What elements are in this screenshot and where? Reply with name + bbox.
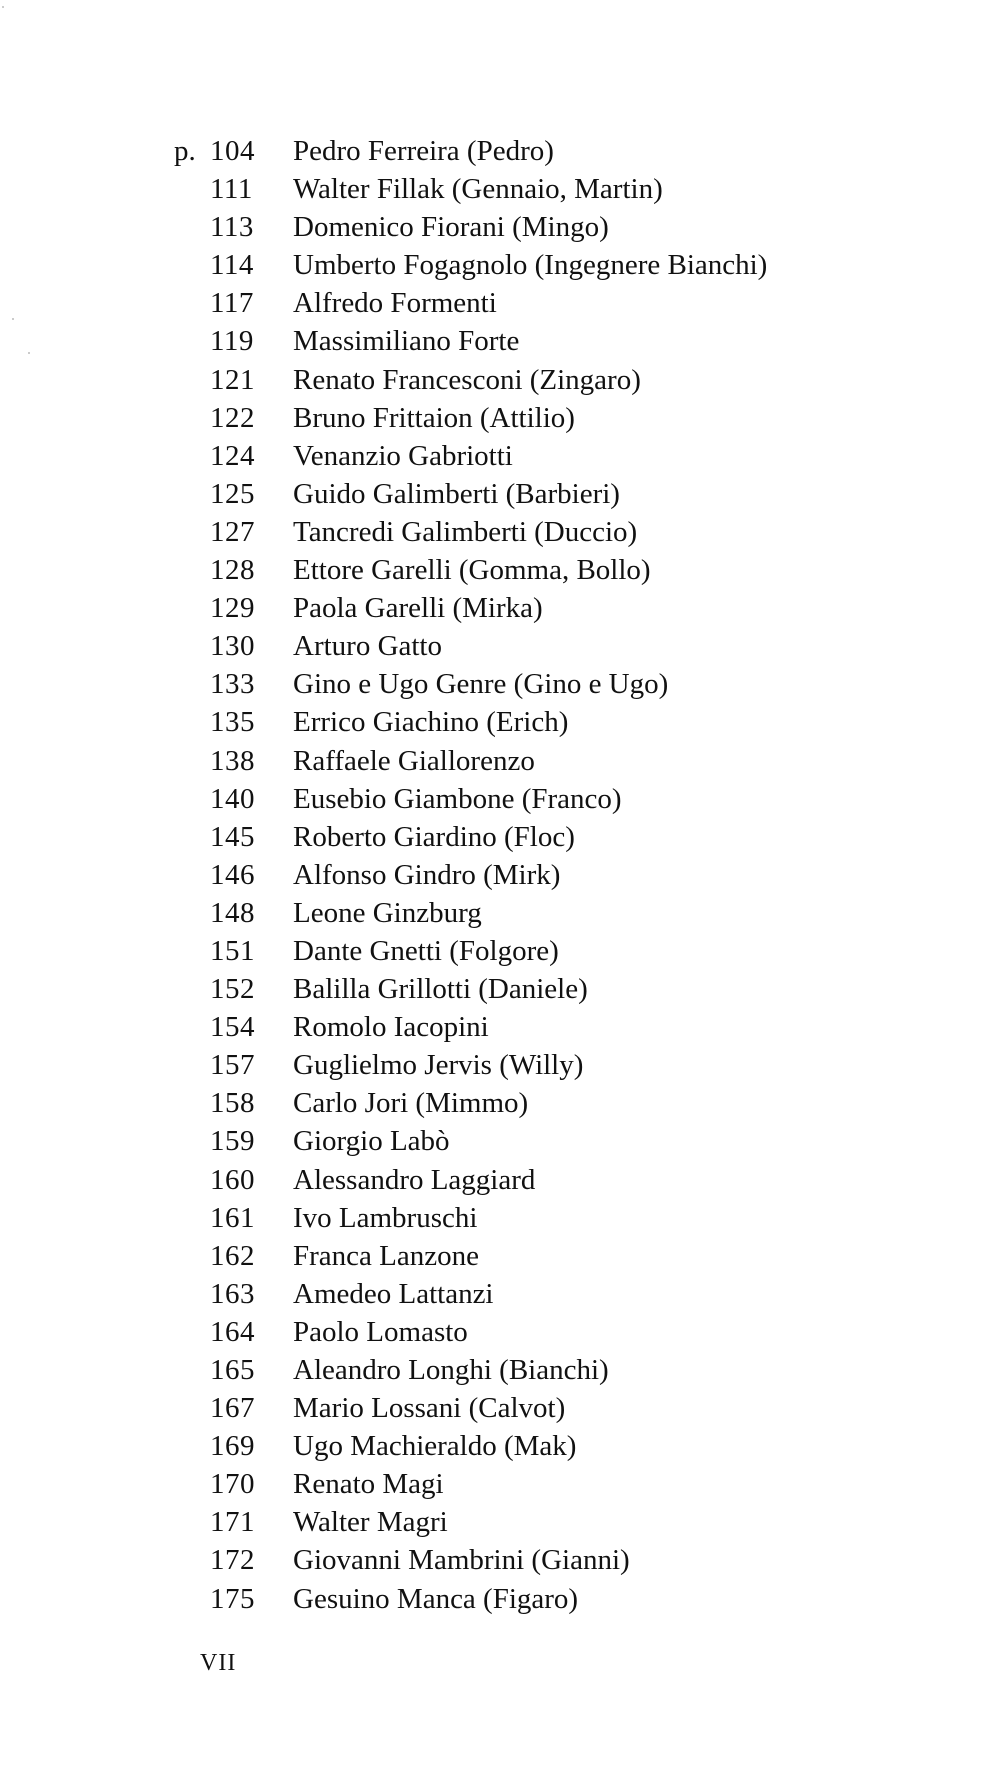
- index-entry: [150, 513, 870, 551]
- index-entry: [150, 170, 870, 208]
- entry-name: Renato Francesconi (Zingaro): [293, 363, 641, 396]
- index-entry: [150, 1580, 870, 1618]
- index-entry: [150, 856, 870, 894]
- entry-name: Bruno Frittaion (Attilio): [293, 401, 575, 434]
- entry-name: Alessandro Laggiard: [293, 1163, 536, 1196]
- entry-page-number: 111: [210, 173, 253, 206]
- index-entry: [150, 1237, 870, 1275]
- index-entry: [150, 1084, 870, 1122]
- entry-name: Alfredo Formenti: [293, 287, 497, 320]
- entry-page-number: 148: [210, 896, 255, 929]
- index-entry: [150, 627, 870, 665]
- entry-name: Balilla Grillotti (Daniele): [293, 973, 588, 1006]
- entry-name: Pedro Ferreira (Pedro): [293, 135, 554, 167]
- entry-page-number: 133: [210, 668, 255, 701]
- entry-page-number: 158: [210, 1087, 255, 1120]
- entry-page-number: 117: [210, 287, 254, 320]
- entry-name: Paolo Lomasto: [293, 1315, 468, 1348]
- table-of-contents: [150, 132, 870, 1618]
- index-entry: [150, 780, 870, 818]
- index-entry: [150, 970, 870, 1008]
- index-entry: [150, 246, 870, 284]
- page-prefix: p.: [174, 135, 196, 167]
- entry-name: Alfonso Gindro (Mirk): [293, 858, 561, 891]
- index-entry: [150, 589, 870, 627]
- entry-name: Guido Galimberti (Barbieri): [293, 477, 620, 510]
- index-entry: [150, 742, 870, 780]
- index-entry: [150, 1122, 870, 1160]
- entry-name: Ivo Lambruschi: [293, 1201, 478, 1234]
- scan-speck: [28, 352, 30, 354]
- entry-page-number: 130: [210, 630, 255, 663]
- entry-page-number: 138: [210, 744, 255, 777]
- index-entry: [150, 1503, 870, 1541]
- entry-name: Ugo Machieraldo (Mak): [293, 1430, 577, 1463]
- entry-name: Arturo Gatto: [293, 630, 442, 663]
- entry-page-number: 104: [210, 135, 255, 167]
- index-entry: [150, 1313, 870, 1351]
- entry-name: Domenico Fiorani (Mingo): [293, 211, 609, 244]
- scan-speck: [2, 6, 4, 8]
- index-entry: [150, 284, 870, 322]
- index-entry: [150, 1199, 870, 1237]
- entry-name: Dante Gnetti (Folgore): [293, 934, 559, 967]
- entry-page-number: 135: [210, 706, 255, 739]
- index-entry: [150, 1427, 870, 1465]
- entry-page-number: 151: [210, 934, 255, 967]
- entry-page-number: 125: [210, 477, 255, 510]
- index-entry: [150, 1351, 870, 1389]
- index-entry: [150, 1008, 870, 1046]
- entry-page-number: 146: [210, 858, 255, 891]
- entry-name: Ettore Garelli (Gomma, Bollo): [293, 554, 651, 587]
- entry-page-number: 172: [210, 1544, 255, 1577]
- entry-name: Walter Fillak (Gennaio, Martin): [293, 173, 663, 206]
- entry-name: Aleandro Longhi (Bianchi): [293, 1354, 609, 1386]
- entry-page-number: 113: [210, 211, 254, 244]
- page-folio: VII: [200, 1650, 237, 1676]
- entry-name: Eusebio Giambone (Franco): [293, 782, 622, 815]
- index-entry: [150, 322, 870, 360]
- index-entry: [150, 703, 870, 741]
- entry-name: Guglielmo Jervis (Willy): [293, 1049, 584, 1082]
- entry-name: Giorgio Labò: [293, 1125, 450, 1158]
- entry-name: Franca Lanzone: [293, 1239, 479, 1272]
- entry-name: Carlo Jori (Mimmo): [293, 1087, 529, 1120]
- entry-name: Umberto Fogagnolo (Ingegnere Bianchi): [293, 249, 768, 282]
- entry-page-number: 165: [210, 1354, 255, 1386]
- entry-name: Romolo Iacopini: [293, 1011, 489, 1044]
- entry-name: Giovanni Mambrini (Gianni): [293, 1544, 630, 1577]
- entry-name: Walter Magri: [293, 1506, 448, 1539]
- entry-page-number: 114: [210, 249, 254, 282]
- entry-page-number: 163: [210, 1277, 255, 1310]
- entry-name: Gesuino Manca (Figaro): [293, 1582, 579, 1615]
- entry-name: Massimiliano Forte: [293, 325, 520, 358]
- entry-page-number: 159: [210, 1125, 255, 1158]
- entry-page-number: 121: [210, 363, 255, 396]
- entry-page-number: 128: [210, 554, 255, 587]
- index-entry: [150, 475, 870, 513]
- scan-speck: [12, 318, 14, 320]
- entry-page-number: 169: [210, 1430, 255, 1463]
- entry-page-number: 119: [210, 325, 254, 358]
- index-entry: [150, 1046, 870, 1084]
- index-entry: [150, 1275, 870, 1313]
- entry-name: Errico Giachino (Erich): [293, 706, 569, 739]
- entry-page-number: 127: [210, 515, 255, 548]
- index-entry: [150, 437, 870, 475]
- index-entry: [150, 132, 870, 170]
- entry-page-number: 164: [210, 1315, 255, 1348]
- entry-page-number: 171: [210, 1506, 255, 1539]
- entry-page-number: 161: [210, 1201, 255, 1234]
- entry-page-number: 145: [210, 820, 255, 853]
- index-entry: [150, 1389, 870, 1427]
- entry-name: Renato Magi: [293, 1468, 444, 1501]
- index-entry: [150, 1465, 870, 1503]
- entry-page-number: 122: [210, 401, 255, 434]
- entry-page-number: 152: [210, 973, 255, 1006]
- index-entry: [150, 932, 870, 970]
- index-entry: [150, 208, 870, 246]
- index-entry: [150, 551, 870, 589]
- index-entry: [150, 665, 870, 703]
- index-entry: [150, 1161, 870, 1199]
- entry-name: Mario Lossani (Calvot): [293, 1392, 566, 1425]
- entry-page-number: 140: [210, 782, 255, 815]
- index-entry: [150, 818, 870, 856]
- entry-name: Roberto Giardino (Floc): [293, 820, 575, 853]
- entry-name: Paola Garelli (Mirka): [293, 592, 543, 625]
- entry-page-number: 175: [210, 1582, 255, 1615]
- entry-page-number: 157: [210, 1049, 255, 1082]
- entry-page-number: 170: [210, 1468, 255, 1501]
- entry-page-number: 162: [210, 1239, 255, 1272]
- entry-name: Raffaele Giallorenzo: [293, 744, 535, 777]
- entry-name: Gino e Ugo Genre (Gino e Ugo): [293, 668, 669, 701]
- index-entry: [150, 894, 870, 932]
- index-entry: [150, 361, 870, 399]
- entry-page-number: 154: [210, 1011, 255, 1044]
- entry-name: Tancredi Galimberti (Duccio): [293, 515, 638, 548]
- entry-page-number: 160: [210, 1163, 255, 1196]
- index-entry: [150, 399, 870, 437]
- entry-page-number: 129: [210, 592, 255, 625]
- entry-name: Venanzio Gabriotti: [293, 439, 513, 472]
- index-entry: [150, 1541, 870, 1579]
- entry-page-number: 167: [210, 1392, 255, 1425]
- entry-page-number: 124: [210, 439, 255, 472]
- entry-name: Amedeo Lattanzi: [293, 1277, 494, 1310]
- entry-name: Leone Ginzburg: [293, 896, 482, 929]
